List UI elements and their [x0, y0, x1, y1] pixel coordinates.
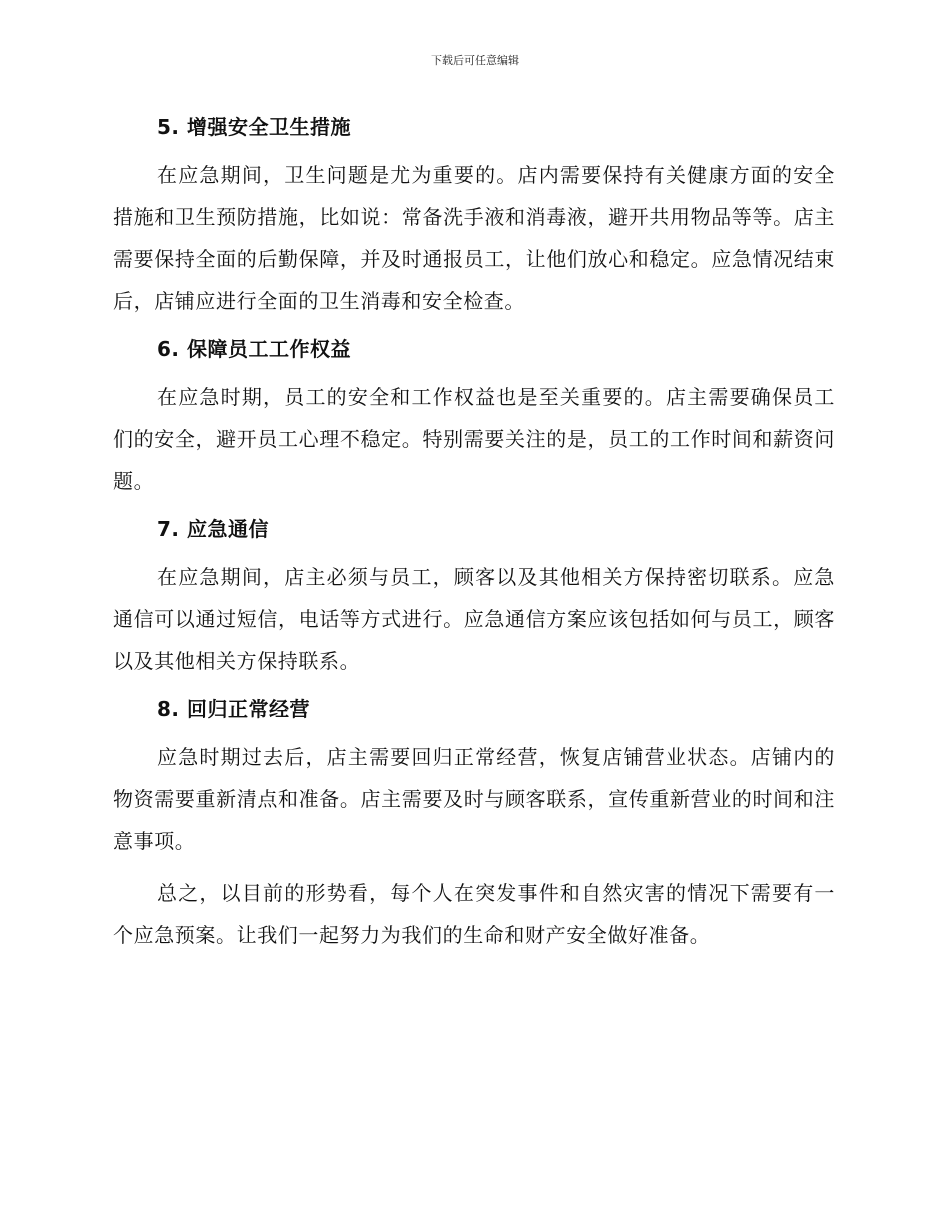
section-6	[113, 334, 835, 502]
page-header-note: 下载后可任意编辑	[431, 54, 519, 67]
section-heading: 8. 回归正常经营	[157, 697, 310, 721]
section-paragraph: 在应急时期，员工的安全和工作权益也是至关重要的。店主需要确保员工们的安全，避开员工心理不稳定。特别需要关注的是，员工的工作时间和薪资问题。	[113, 385, 835, 493]
document-body	[113, 112, 835, 966]
section-5	[113, 112, 835, 322]
section-paragraph: 在应急期间，店主必须与员工，顾客以及其他相关方保持密切联系。应急通信可以通过短信，电话等方式进行。应急通信方案应该包括如何与员工，顾客以及其他相关方保持联系。	[113, 565, 835, 673]
section-paragraph: 应急时期过去后，店主需要回归正常经营，恢复店铺营业状态。店铺内的物资需要重新清点和准备。店主需要及时与顾客联系，宣传重新营业的时间和注意事项。	[113, 745, 835, 853]
conclusion-paragraph: 总之，以目前的形势看，每个人在突发事件和自然灾害的情况下需要有一个应急预案。让我们一起努力为我们的生命和财产安全做好准备。	[113, 881, 835, 947]
section-heading: 6. 保障员工工作权益	[157, 337, 351, 361]
section-7	[113, 514, 835, 682]
section-paragraph: 在应急期间，卫生问题是尤为重要的。店内需要保持有关健康方面的安全措施和卫生预防措施，比如说：常备洗手液和消毒液，避开共用物品等等。店主需要保持全面的后勤保障，并及时通报员工，让他们放心和稳定。应急情况结束后，店铺应进行全面的卫生消毒和安全检查。	[113, 163, 835, 313]
section-8	[113, 694, 835, 862]
section-heading: 7. 应急通信	[157, 517, 269, 541]
section-heading: 5. 增强安全卫生措施	[157, 115, 351, 139]
